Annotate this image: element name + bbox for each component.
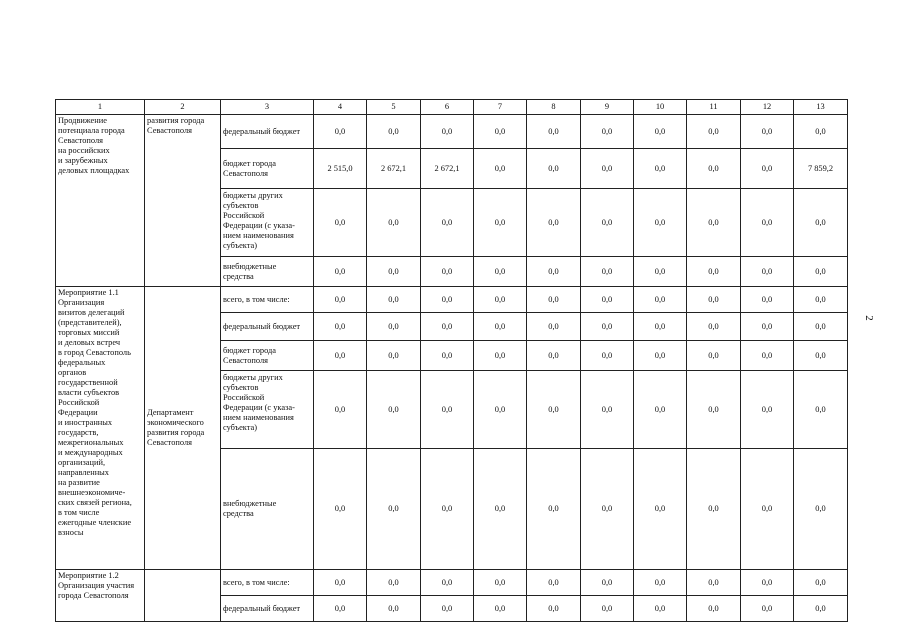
amount-cell: 0,0: [421, 313, 474, 341]
funding-source: федеральный бюджет: [221, 115, 314, 149]
amount-cell: 0,0: [474, 371, 527, 449]
amount-cell: 0,0: [634, 287, 687, 313]
amount-cell: 0,0: [687, 287, 741, 313]
amount-cell: 0,0: [367, 449, 421, 570]
amount-cell: 0,0: [367, 115, 421, 149]
amount-cell: 0,0: [474, 570, 527, 596]
amount-cell: 0,0: [794, 287, 848, 313]
column-header: 9: [581, 100, 634, 115]
responsible-executor: [145, 570, 221, 622]
funding-source: внебюджетные средства: [221, 449, 314, 570]
amount-cell: 0,0: [687, 449, 741, 570]
amount-cell: 0,0: [314, 449, 367, 570]
amount-cell: 0,0: [314, 596, 367, 622]
amount-cell: 0,0: [581, 449, 634, 570]
amount-cell: 0,0: [474, 115, 527, 149]
column-header: 11: [687, 100, 741, 115]
amount-cell: 0,0: [794, 313, 848, 341]
amount-cell: 0,0: [687, 570, 741, 596]
amount-cell: 0,0: [421, 341, 474, 371]
table-row: [56, 287, 848, 313]
amount-cell: 0,0: [794, 257, 848, 287]
funding-source: всего, в том числе:: [221, 287, 314, 313]
budget-table: [55, 99, 848, 622]
funding-source: бюджеты других субъектов Российской Федерации (с указа- нием наименования субъекта): [221, 371, 314, 449]
amount-cell: 0,0: [367, 596, 421, 622]
amount-cell: 0,0: [741, 570, 794, 596]
column-header: 12: [741, 100, 794, 115]
amount-cell: 0,0: [794, 115, 848, 149]
table-row: [56, 115, 848, 149]
amount-cell: 0,0: [581, 287, 634, 313]
amount-cell: 0,0: [474, 149, 527, 189]
amount-cell: 0,0: [527, 371, 581, 449]
column-header: 5: [367, 100, 421, 115]
funding-source: бюджет города Севастополя: [221, 149, 314, 189]
column-header: 1: [56, 100, 145, 115]
amount-cell: 0,0: [527, 449, 581, 570]
amount-cell: 0,0: [421, 371, 474, 449]
amount-cell: 0,0: [581, 189, 634, 257]
amount-cell: 0,0: [794, 371, 848, 449]
amount-cell: 0,0: [687, 371, 741, 449]
column-header: 2: [145, 100, 221, 115]
column-header: 6: [421, 100, 474, 115]
amount-cell: 0,0: [794, 189, 848, 257]
amount-cell: 0,0: [581, 596, 634, 622]
amount-cell: 0,0: [527, 313, 581, 341]
amount-cell: 0,0: [367, 341, 421, 371]
amount-cell: 0,0: [741, 189, 794, 257]
amount-cell: 0,0: [421, 257, 474, 287]
amount-cell: 0,0: [527, 115, 581, 149]
amount-cell: 0,0: [314, 257, 367, 287]
amount-cell: 0,0: [314, 341, 367, 371]
amount-cell: 0,0: [687, 313, 741, 341]
amount-cell: 0,0: [794, 570, 848, 596]
amount-cell: 0,0: [581, 371, 634, 449]
amount-cell: 0,0: [474, 257, 527, 287]
amount-cell: 0,0: [634, 371, 687, 449]
amount-cell: 0,0: [741, 115, 794, 149]
amount-cell: 0,0: [741, 371, 794, 449]
amount-cell: 0,0: [581, 341, 634, 371]
measure-title: Мероприятие 1.1 Организация визитов делегаций (представителей), торговых миссий и деловых встреч в город Севастополь федеральных органов государственной власти субъектов Российской Федерации и иностранных государств, межрегиональных и международных организаций, направленных на развитие внешнеэкономиче- ских связей региона, в том числе ежегодные членские взносы: [56, 287, 145, 570]
measure-title: Продвижение потенциала города Севастополя на российских и зарубежных деловых площадках: [56, 115, 145, 287]
funding-source: бюджет города Севастополя: [221, 341, 314, 371]
amount-cell: 0,0: [367, 371, 421, 449]
amount-cell: 0,0: [474, 449, 527, 570]
table-row: [56, 570, 848, 596]
amount-cell: 0,0: [687, 341, 741, 371]
amount-cell: 2 672,1: [421, 149, 474, 189]
funding-source: бюджеты других субъектов Российской Федерации (с указа- нием наименования субъекта): [221, 189, 314, 257]
amount-cell: 0,0: [421, 596, 474, 622]
amount-cell: 0,0: [794, 596, 848, 622]
responsible-executor: Департамент экономического развития города Севастополя: [145, 287, 221, 570]
amount-cell: 0,0: [634, 149, 687, 189]
amount-cell: 0,0: [634, 115, 687, 149]
amount-cell: 0,0: [367, 287, 421, 313]
amount-cell: 0,0: [687, 257, 741, 287]
amount-cell: 0,0: [634, 596, 687, 622]
amount-cell: 0,0: [741, 257, 794, 287]
amount-cell: 0,0: [314, 570, 367, 596]
amount-cell: 0,0: [474, 596, 527, 622]
column-header: 8: [527, 100, 581, 115]
amount-cell: 0,0: [687, 149, 741, 189]
amount-cell: 0,0: [527, 189, 581, 257]
amount-cell: 0,0: [687, 115, 741, 149]
amount-cell: 0,0: [634, 189, 687, 257]
amount-cell: 0,0: [687, 189, 741, 257]
amount-cell: 0,0: [527, 287, 581, 313]
amount-cell: 0,0: [314, 189, 367, 257]
column-header: 4: [314, 100, 367, 115]
amount-cell: 0,0: [634, 341, 687, 371]
amount-cell: 0,0: [634, 257, 687, 287]
column-header: 7: [474, 100, 527, 115]
amount-cell: 0,0: [314, 115, 367, 149]
funding-source: внебюджетные средства: [221, 257, 314, 287]
amount-cell: 2 515,0: [314, 149, 367, 189]
responsible-executor: развития города Севастополя: [145, 115, 221, 287]
amount-cell: 0,0: [634, 313, 687, 341]
amount-cell: 0,0: [741, 313, 794, 341]
amount-cell: 0,0: [581, 313, 634, 341]
column-header: 13: [794, 100, 848, 115]
amount-cell: 0,0: [474, 189, 527, 257]
amount-cell: 0,0: [527, 341, 581, 371]
amount-cell: 0,0: [474, 313, 527, 341]
amount-cell: 0,0: [367, 189, 421, 257]
funding-source: федеральный бюджет: [221, 313, 314, 341]
column-header: 10: [634, 100, 687, 115]
amount-cell: 0,0: [314, 371, 367, 449]
amount-cell: 0,0: [581, 115, 634, 149]
header-row: [56, 100, 848, 115]
amount-cell: 0,0: [314, 313, 367, 341]
amount-cell: 0,0: [527, 257, 581, 287]
amount-cell: 0,0: [527, 570, 581, 596]
amount-cell: 2 672,1: [367, 149, 421, 189]
amount-cell: 0,0: [794, 341, 848, 371]
amount-cell: 0,0: [527, 596, 581, 622]
amount-cell: 0,0: [634, 570, 687, 596]
amount-cell: 0,0: [581, 257, 634, 287]
amount-cell: 0,0: [581, 149, 634, 189]
amount-cell: 0,0: [474, 341, 527, 371]
amount-cell: 0,0: [314, 287, 367, 313]
amount-cell: 0,0: [741, 341, 794, 371]
amount-cell: 7 859,2: [794, 149, 848, 189]
amount-cell: 0,0: [367, 313, 421, 341]
column-header: 3: [221, 100, 314, 115]
amount-cell: 0,0: [581, 570, 634, 596]
funding-source: федеральный бюджет: [221, 596, 314, 622]
amount-cell: 0,0: [421, 449, 474, 570]
amount-cell: 0,0: [794, 449, 848, 570]
amount-cell: 0,0: [367, 570, 421, 596]
funding-source: всего, в том числе:: [221, 570, 314, 596]
amount-cell: 0,0: [741, 449, 794, 570]
amount-cell: 0,0: [421, 115, 474, 149]
amount-cell: 0,0: [634, 449, 687, 570]
amount-cell: 0,0: [741, 149, 794, 189]
amount-cell: 0,0: [474, 287, 527, 313]
amount-cell: 0,0: [687, 596, 741, 622]
amount-cell: 0,0: [367, 257, 421, 287]
amount-cell: 0,0: [741, 287, 794, 313]
amount-cell: 0,0: [527, 149, 581, 189]
amount-cell: 0,0: [741, 596, 794, 622]
page-number: 2: [862, 315, 875, 321]
measure-title: Мероприятие 1.2 Организация участия города Севастополя: [56, 570, 145, 622]
amount-cell: 0,0: [421, 189, 474, 257]
amount-cell: 0,0: [421, 287, 474, 313]
amount-cell: 0,0: [421, 570, 474, 596]
